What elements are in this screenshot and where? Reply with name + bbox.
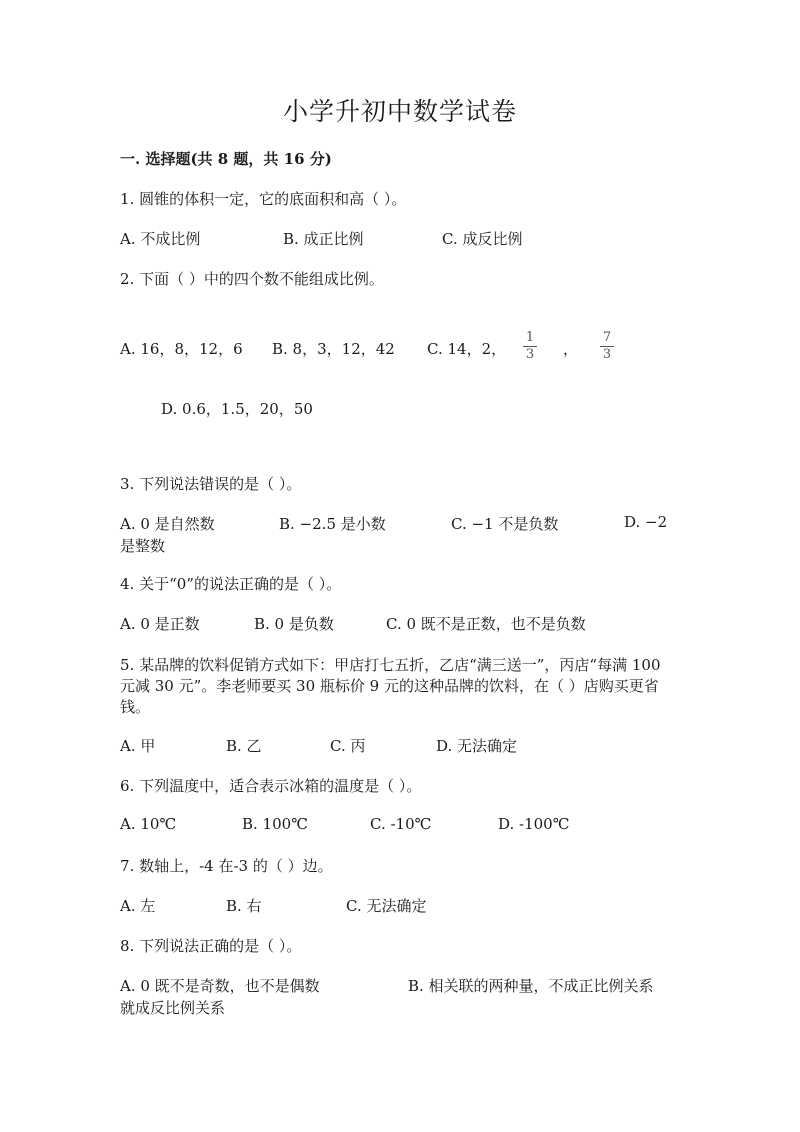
question-8-stem: 8. 下列说法正确的是（ ）。 [120,937,302,955]
question-3-option-c[interactable]: C. −1 不是负数 [451,515,559,533]
question-8-option-a[interactable]: A. 0 既不是奇数，也不是偶数 [120,977,320,995]
question-2-option-c[interactable]: C. 14，2， [427,340,507,358]
page-title: 小学升初中数学试卷 [282,97,517,126]
question-3-stem: 3. 下列说法错误的是（ ）。 [120,475,302,493]
fraction-denominator: 3 [602,347,612,362]
question-1-option-b[interactable]: B. 成正比例 [283,230,364,248]
question-7-option-a[interactable]: A. 左 [120,897,156,915]
question-6-option-b[interactable]: B. 100℃ [242,815,308,833]
question-5-option-a[interactable]: A. 甲 [120,737,156,755]
question-3-option-b[interactable]: B. −2.5 是小数 [279,515,386,533]
question-5-option-d[interactable]: D. 无法确定 [436,737,518,755]
question-6-option-c[interactable]: C. -10℃ [370,815,432,833]
question-4-stem: 4. 关于“0”的说法正确的是（ ）。 [120,575,342,593]
fraction-denominator: 3 [525,347,535,362]
question-3-option-d-continuation: 是整数 [120,537,166,555]
question-8-option-b-continuation: 就成反比例关系 [120,999,226,1017]
question-4-option-b[interactable]: B. 0 是负数 [254,615,334,633]
fraction-one-third [523,331,537,362]
question-7-stem: 7. 数轴上，-4 在-3 的（ ）边。 [120,857,333,875]
question-5-option-c[interactable]: C. 丙 [330,737,366,755]
question-1-option-a[interactable]: A. 不成比例 [120,230,201,248]
question-3-option-d[interactable]: D. −2 [624,513,668,531]
question-2-option-b[interactable]: B. 8，3，12，42 [272,340,395,358]
fraction-seven-thirds [600,331,614,362]
question-3-option-a[interactable]: A. 0 是自然数 [120,515,215,533]
question-4-option-a[interactable]: A. 0 是正数 [120,615,200,633]
fraction-numerator: 7 [602,330,612,345]
question-2-option-a[interactable]: A. 16，8，12，6 [120,340,243,358]
fraction-numerator: 1 [525,330,535,345]
section-heading: 一. 选择题(共 8 题，共 16 分) [120,150,332,168]
question-6-option-a[interactable]: A. 10℃ [120,815,177,833]
question-2-option-d[interactable]: D. 0.6，1.5，20，50 [161,400,313,418]
question-2-stem: 2. 下面（ ）中的四个数不能组成比例。 [120,270,384,288]
question-5-stem: 5. 某品牌的饮料促销方式如下：甲店打七五折，乙店“满三送一”，丙店“每满 100 元减 30 元”。李老师要买 30 瓶标价 9 元的这种品牌的饮料，在（ ）店购买更省钱。 [120,656,661,716]
fraction-separator-comma: ， [563,340,579,358]
question-4-option-c[interactable]: C. 0 既不是正数，也不是负数 [386,615,586,633]
question-8-option-b[interactable]: B. 相关联的两种量，不成正比例关系 [408,977,654,995]
question-7-option-c[interactable]: C. 无法确定 [346,897,427,915]
question-6-option-d[interactable]: D. -100℃ [498,815,570,833]
question-7-option-b[interactable]: B. 右 [226,897,262,915]
question-5-option-b[interactable]: B. 乙 [226,737,262,755]
question-6-stem: 6. 下列温度中，适合表示冰箱的温度是（ ）。 [120,777,422,795]
question-1-option-c[interactable]: C. 成反比例 [442,230,523,248]
question-1-stem: 1. 圆锥的体积一定，它的底面积和高（ ）。 [120,190,407,208]
